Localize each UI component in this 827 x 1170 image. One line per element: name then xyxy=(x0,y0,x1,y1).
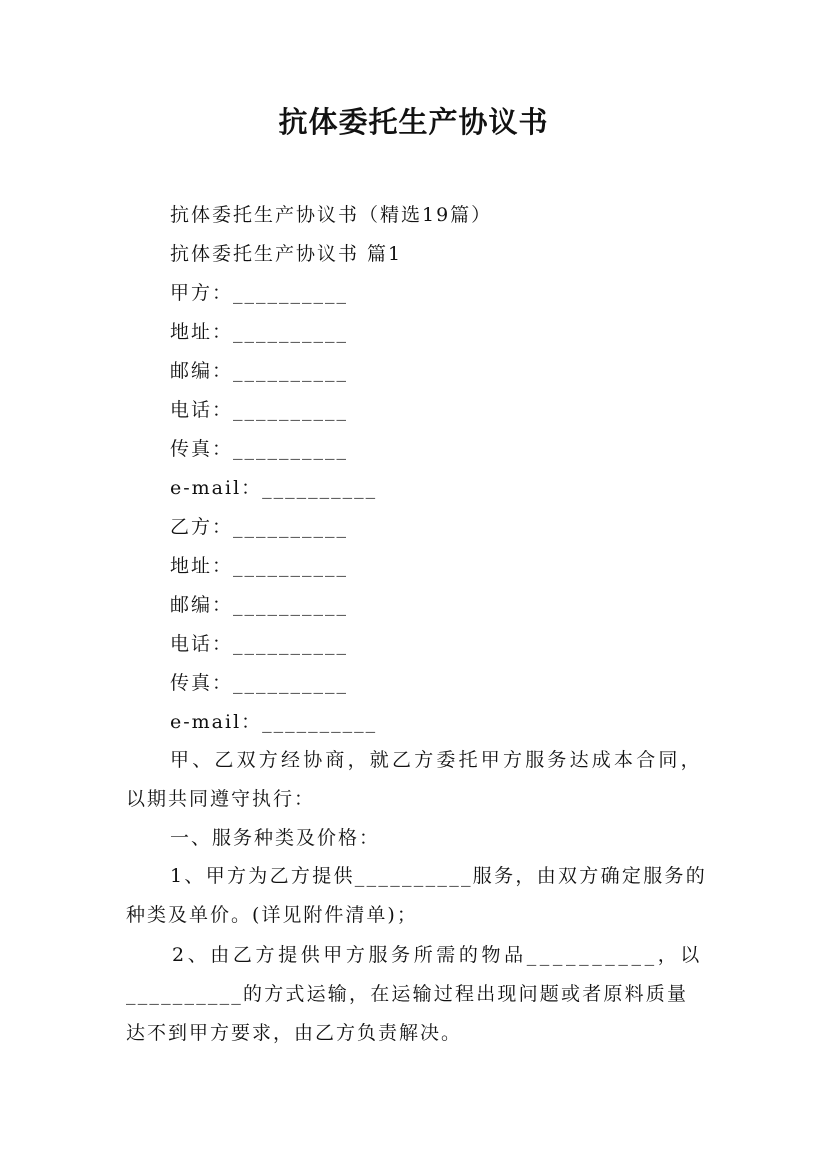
party-a-email: e-mail：__________ xyxy=(170,477,378,499)
party-b-fax: 传真：__________ xyxy=(170,672,349,694)
clause-2-line-3: 达不到甲方要求，由乙方负责解决。 xyxy=(126,1022,463,1044)
preamble-line-2: 以期共同遵守执行： xyxy=(126,788,316,810)
clause-1-line-2: 种类及单价。(详见附件清单)； xyxy=(126,904,418,926)
party-b-name: 乙方：__________ xyxy=(170,516,349,538)
clause-1-line-1: 1、甲方为乙方提供__________服务，由双方确定服务的 xyxy=(170,865,708,887)
party-b-email: e-mail：__________ xyxy=(170,711,378,733)
clause-2-line-1: 2、由乙方提供甲方服务所需的物品__________，以 xyxy=(172,944,703,966)
party-a-fax: 传真：__________ xyxy=(170,438,349,460)
party-b-postcode: 邮编：__________ xyxy=(170,594,349,616)
document-subtitle: 抗体委托生产协议书（精选19篇） xyxy=(170,204,493,226)
clause-2-line-2: __________的方式运输，在运输过程出现问题或者原料质量 xyxy=(126,983,689,1005)
clause-heading: 一、服务种类及价格： xyxy=(170,827,381,849)
party-b-phone: 电话：__________ xyxy=(170,633,349,655)
party-a-postcode: 邮编：__________ xyxy=(170,360,349,382)
party-b-address: 地址：__________ xyxy=(170,555,349,577)
party-a-name: 甲方：__________ xyxy=(170,282,349,304)
section-heading: 抗体委托生产协议书 篇1 xyxy=(170,243,403,265)
preamble-line-1: 甲、乙双方经协商，就乙方委托甲方服务达成本合同， xyxy=(170,749,703,771)
document-title: 抗体委托生产协议书 xyxy=(278,105,549,139)
party-a-phone: 电话：__________ xyxy=(170,399,349,421)
party-a-address: 地址：__________ xyxy=(170,321,349,343)
